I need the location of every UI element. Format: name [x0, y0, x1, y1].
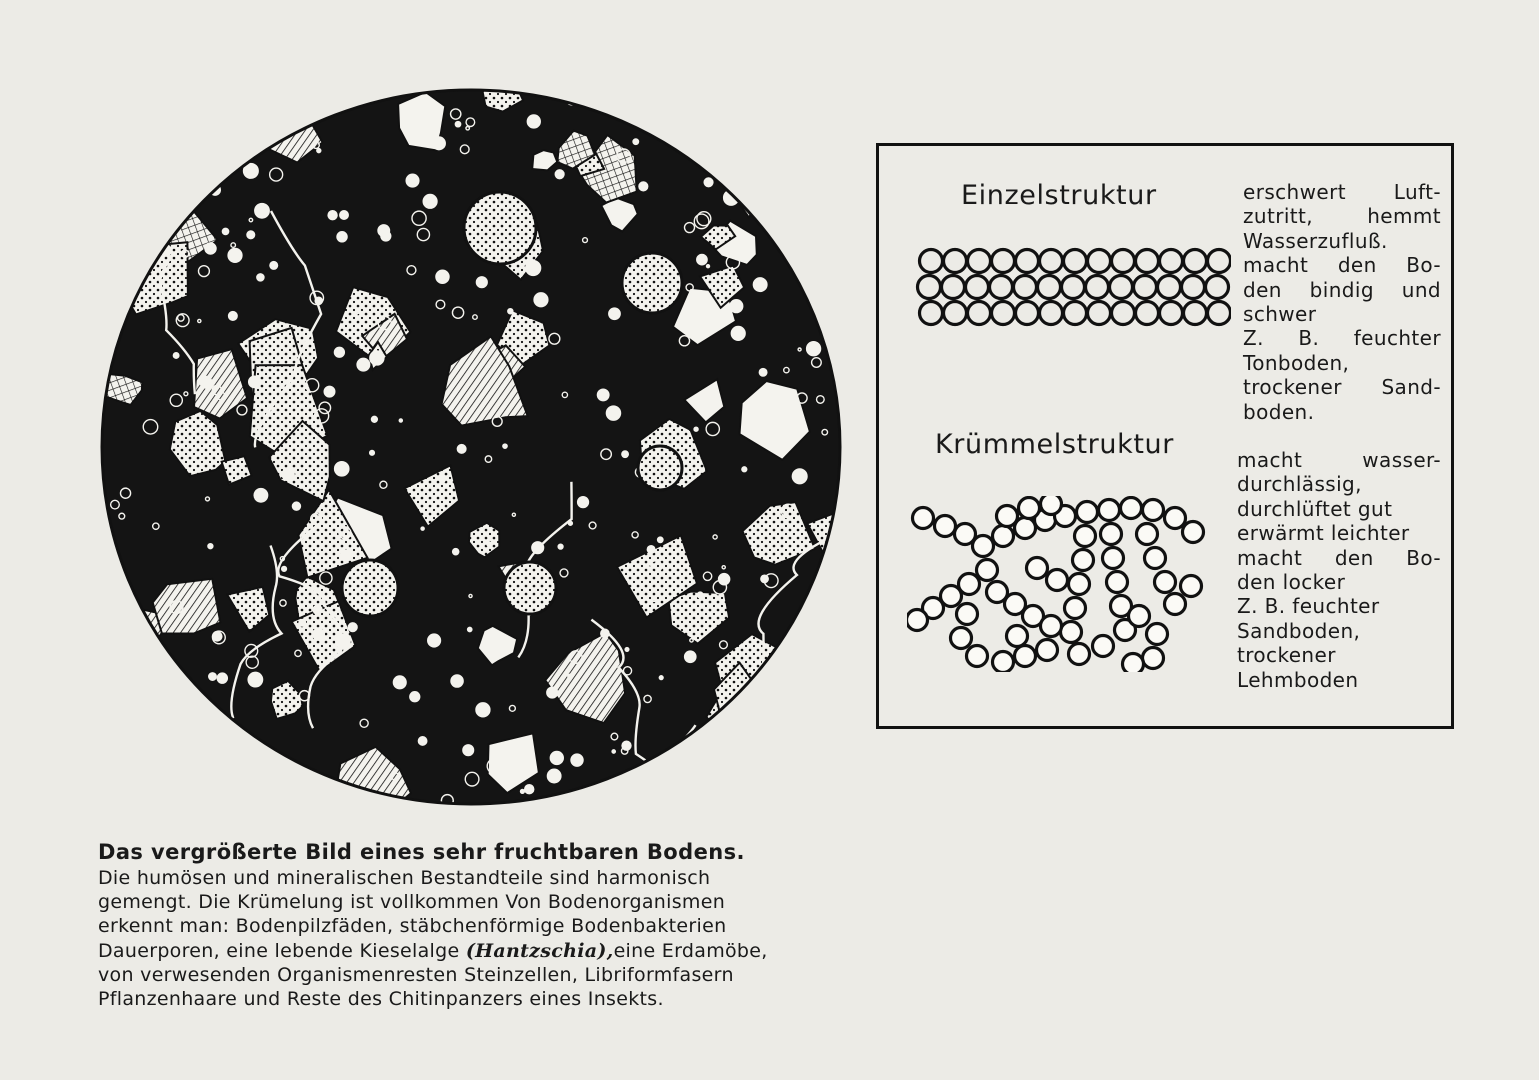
pore [109, 604, 124, 619]
soil-particle [1088, 302, 1111, 325]
pore [455, 122, 460, 127]
pore [709, 753, 714, 758]
pore [208, 544, 213, 549]
text-line: boden. [1243, 399, 1315, 424]
mineral-fragment [100, 610, 138, 657]
pore [571, 754, 583, 766]
soil-crumb [1093, 636, 1114, 657]
pore [753, 278, 767, 292]
soil-crumb [1107, 572, 1128, 593]
soil-particle [1112, 250, 1135, 273]
pore [313, 628, 325, 640]
pore [200, 376, 212, 388]
pore [428, 634, 441, 647]
pore [468, 627, 472, 631]
pore [826, 230, 832, 236]
caption-line: gemengt. Die Krümelung ist vollkommen Von Bodenorganismen [98, 891, 726, 914]
organic-cell [638, 446, 682, 490]
pore [335, 462, 349, 476]
pore [781, 219, 794, 232]
pore [255, 204, 269, 218]
soil-crumb [973, 536, 994, 557]
pore [135, 648, 140, 653]
pore [525, 785, 534, 794]
soil-particle [1016, 302, 1039, 325]
pore [254, 489, 267, 502]
soil-particle [1088, 250, 1111, 273]
text-line: Wasserzufluß. [1243, 228, 1388, 253]
pore [249, 376, 260, 387]
pore [696, 139, 702, 145]
soil-particle [1206, 276, 1229, 299]
pore [694, 427, 698, 431]
organic-cell [504, 562, 556, 614]
soil-particle [944, 302, 967, 325]
soil-crumb [1143, 500, 1164, 521]
soil-crumb [907, 610, 928, 631]
pore [622, 451, 628, 457]
pore [726, 755, 734, 763]
pore [324, 386, 335, 397]
pore [829, 663, 833, 667]
pore [313, 605, 322, 614]
pore [606, 406, 620, 420]
soil-crumb [1137, 524, 1158, 545]
pore [685, 651, 696, 662]
pore [742, 467, 747, 472]
pore [185, 721, 197, 733]
soil-crumb [1103, 548, 1124, 569]
mineral-fragment [100, 88, 134, 119]
pore [734, 739, 744, 749]
pore [707, 265, 710, 268]
pore [209, 673, 217, 681]
text-line: erschwert Luft- [1243, 180, 1441, 204]
pore [817, 311, 828, 322]
soil-particle [1136, 250, 1159, 273]
mineral-fragment [787, 768, 838, 806]
text-line: zutritt, hemmt [1243, 204, 1441, 229]
pore [439, 476, 445, 482]
soil-particle [942, 276, 965, 299]
pore [704, 178, 713, 187]
mineral-fragment [100, 88, 135, 150]
kruemelstruktur-diagram [907, 496, 1217, 672]
mineral-fragment [753, 150, 823, 226]
soil-particle [918, 276, 941, 299]
pore [647, 546, 655, 554]
soil-particle [1040, 250, 1063, 273]
text-line: macht den Bo- [1237, 545, 1441, 570]
organic-cell [464, 192, 536, 264]
soil-crumb [1123, 654, 1144, 673]
soil-particle [920, 250, 943, 273]
pore [423, 194, 437, 208]
pore [697, 592, 703, 598]
soil-crumb [997, 506, 1018, 527]
pore [371, 416, 377, 422]
pore [247, 231, 255, 239]
soil-crumb [1147, 624, 1168, 645]
soil-crumb [1183, 522, 1204, 543]
soil-crumb [977, 560, 998, 581]
pore [270, 262, 278, 270]
pore [747, 185, 756, 194]
pore [410, 692, 420, 702]
pore [737, 185, 749, 197]
pore [131, 627, 138, 634]
soil-crumb [1129, 606, 1150, 627]
pore [370, 450, 375, 455]
pore [527, 115, 540, 128]
pore [451, 675, 463, 687]
soil-particle [1040, 302, 1063, 325]
fungal-thread [804, 787, 842, 806]
pore [357, 358, 370, 371]
pore [633, 139, 639, 145]
soil-crumb [1061, 622, 1082, 643]
pore [476, 277, 487, 288]
pore [697, 254, 707, 264]
soil-structure-box [876, 143, 1454, 729]
soil-particle [1112, 302, 1135, 325]
caption-text: Dauerporen, eine lebende Kieselalge [98, 939, 460, 962]
kruemelstruktur-description [1237, 448, 1441, 692]
pore [826, 326, 831, 331]
caption-line [98, 939, 878, 963]
pore [370, 351, 384, 365]
pore [609, 308, 620, 319]
pore [503, 444, 507, 448]
pore [807, 342, 821, 356]
soil-crumb [1041, 496, 1062, 515]
pore [521, 789, 525, 793]
pore [317, 149, 321, 153]
einzelstruktur-description [1243, 180, 1441, 424]
soil-crumb [913, 508, 934, 529]
pore [179, 197, 184, 202]
pore [694, 792, 704, 802]
soil-particle [968, 302, 991, 325]
soil-crumb [1101, 524, 1122, 545]
pore [818, 151, 821, 154]
figure-caption [98, 840, 878, 1011]
pore [340, 211, 349, 220]
text-line: Sandboden, [1237, 618, 1361, 643]
soil-particle [1160, 302, 1183, 325]
text-line: den locker [1237, 570, 1346, 595]
soil-crumb [1165, 508, 1186, 529]
pore [393, 676, 406, 689]
soil-crumb [1027, 558, 1048, 579]
pore [731, 326, 745, 340]
soil-particle [990, 276, 1013, 299]
pore [759, 369, 767, 377]
pore [534, 293, 548, 307]
soil-crumb [1121, 498, 1142, 519]
pore [257, 274, 264, 281]
pore [282, 468, 294, 480]
soil-crumb [1077, 502, 1098, 523]
soil-crumb [1019, 498, 1040, 519]
text-line: durchlüftet gut [1237, 496, 1393, 521]
pore [248, 672, 262, 686]
pore [348, 623, 357, 632]
soil-crumb [1015, 646, 1036, 667]
caption-title: Das vergrößerte Bild eines sehr fruchtbaren Bodens. [98, 840, 745, 864]
text-line: Tonboden, [1243, 350, 1350, 375]
pore [625, 648, 629, 652]
pore [378, 225, 389, 236]
soil-particle [1014, 276, 1037, 299]
pore [228, 248, 242, 262]
caption-line: von verwesenden Organismenresten Steinzellen, Libriformfasern [98, 963, 734, 986]
pore [167, 758, 177, 768]
text-line: Lehmboden [1237, 667, 1359, 692]
soil-particle [1208, 250, 1231, 273]
pore [463, 745, 474, 756]
pore [659, 676, 663, 680]
soil-particle [1038, 276, 1061, 299]
soil-crumb [951, 628, 972, 649]
pore [328, 211, 337, 220]
pore [698, 401, 701, 404]
text-line: trockener Sand- [1243, 375, 1441, 400]
soil-particle [1184, 302, 1207, 325]
soil-particle [992, 302, 1015, 325]
einzelstruktur-diagram [915, 246, 1231, 328]
pore [650, 124, 653, 127]
mineral-fragment [737, 745, 791, 793]
soil-crumb [1075, 526, 1096, 547]
soil-particle [944, 250, 967, 273]
soil-particle [1064, 250, 1087, 273]
text-line: durchlässig, [1237, 472, 1362, 497]
soil-particle [1184, 250, 1207, 273]
pore [257, 770, 271, 784]
soil-crumb [1007, 626, 1028, 647]
pore [695, 737, 701, 743]
pore [299, 619, 306, 626]
pore [568, 674, 572, 678]
soil-crumb [1099, 500, 1120, 521]
soil-crumb [1065, 598, 1086, 619]
soil-crumb [967, 646, 988, 667]
pore [487, 542, 491, 546]
organic-cell [342, 560, 398, 616]
soil-particle [1086, 276, 1109, 299]
soil-particle [1064, 302, 1087, 325]
pore [195, 710, 210, 725]
soil-crumb [1181, 576, 1202, 597]
pore [292, 502, 300, 510]
pore [128, 607, 143, 622]
soil-particle [1134, 276, 1157, 299]
soil-crumb [1069, 574, 1090, 595]
pore [453, 549, 459, 555]
soil-crumb [1041, 616, 1062, 637]
pore [555, 170, 564, 179]
text-line: schwer [1243, 302, 1317, 327]
caption-line: Die humösen und mineralischen Bestandteile sind harmonisch [98, 867, 711, 889]
pore [558, 544, 563, 549]
pore [205, 778, 209, 782]
caption-text: eine Erdamöbe, [613, 939, 768, 962]
pore [526, 261, 541, 276]
microscope-soil-illustration [100, 88, 842, 806]
text-line: macht wasser- [1237, 448, 1441, 472]
pore [341, 550, 351, 560]
pore [174, 108, 187, 121]
soil-crumb [1037, 640, 1058, 661]
text-line: erwärmt leichter [1237, 521, 1410, 546]
pore [755, 177, 761, 183]
soil-particle [1136, 302, 1159, 325]
text-line: trockener [1237, 643, 1336, 668]
soil-particle [920, 302, 943, 325]
text-line: den bindig und [1243, 277, 1441, 302]
pore [597, 389, 609, 401]
einzelstruktur-label: Einzelstruktur [961, 180, 1157, 211]
pore [612, 750, 615, 753]
pore [337, 232, 347, 242]
pore [100, 775, 110, 788]
pore [550, 751, 563, 764]
pore [821, 164, 831, 174]
pore [508, 309, 513, 314]
soil-crumb [993, 652, 1014, 673]
soil-crumb [1073, 550, 1094, 571]
pore [823, 692, 828, 697]
organic-cell [622, 253, 682, 313]
pore [534, 88, 542, 93]
mineral-fragment [136, 711, 212, 790]
pore [436, 270, 449, 283]
pore [433, 137, 446, 150]
soil-particle [1182, 276, 1205, 299]
soil-particle [1160, 250, 1183, 273]
soil-particle [992, 250, 1015, 273]
soil-crumb [957, 604, 978, 625]
soil-particle [1110, 276, 1133, 299]
soil-particle [1016, 250, 1039, 273]
pore [203, 735, 211, 743]
caption-line: erkennt man: Bodenpilzfäden, stäbchenförmige Bodenbakterien [98, 915, 727, 938]
pore [832, 696, 835, 699]
mineral-fragment [100, 728, 120, 773]
pore [758, 724, 765, 731]
pore [282, 566, 287, 571]
soil-particle [1208, 302, 1231, 325]
text-line: Z. B. feuchter [1237, 594, 1380, 619]
pore [792, 469, 807, 484]
soil-crumb [1145, 548, 1166, 569]
soil-particle [966, 276, 989, 299]
caption-species-name: (Hantzschia), [465, 939, 614, 962]
pore [399, 419, 402, 422]
soil-crumb [1069, 644, 1090, 665]
pore [418, 737, 426, 745]
soil-crumb [993, 526, 1014, 547]
pore [225, 105, 233, 113]
soil-particle [1158, 276, 1181, 299]
pore [187, 137, 202, 152]
pore [826, 560, 836, 570]
pore [111, 645, 123, 657]
pore [730, 300, 743, 313]
kruemelstruktur-label: Krümmelstruktur [935, 429, 1174, 460]
pore [761, 575, 768, 582]
pore [639, 182, 648, 191]
pore [457, 445, 466, 454]
pore [229, 312, 238, 321]
soil-crumb [1165, 594, 1186, 615]
pore [124, 139, 135, 150]
text-line: Z. B. feuchter [1243, 326, 1441, 351]
pore [111, 319, 121, 329]
pore [334, 347, 344, 357]
soil-particle [1062, 276, 1085, 299]
pore [157, 689, 164, 696]
pore [726, 728, 730, 732]
pore [205, 243, 216, 254]
pore [421, 527, 424, 530]
pore [658, 537, 663, 542]
caption-line: Pflanzenhaare und Reste des Chitinpanzers eines Insekts. [98, 988, 664, 1011]
soil-crumb [935, 516, 956, 537]
soil-crumb [1143, 648, 1164, 669]
pore [547, 769, 560, 782]
pore [547, 687, 558, 698]
soil-particle [968, 250, 991, 273]
pore [821, 688, 834, 701]
mineral-fragment [769, 168, 831, 239]
pore [801, 671, 805, 675]
soil-crumb [1047, 570, 1068, 591]
pore [222, 228, 228, 234]
pore [772, 153, 784, 165]
soil-crumb [1155, 572, 1176, 593]
text-line: macht den Bo- [1243, 253, 1441, 278]
pore [263, 97, 267, 101]
pore [217, 673, 227, 683]
pore [406, 174, 419, 187]
pore [476, 703, 490, 717]
pore [578, 497, 589, 508]
pore [173, 353, 179, 359]
pore [103, 206, 107, 210]
